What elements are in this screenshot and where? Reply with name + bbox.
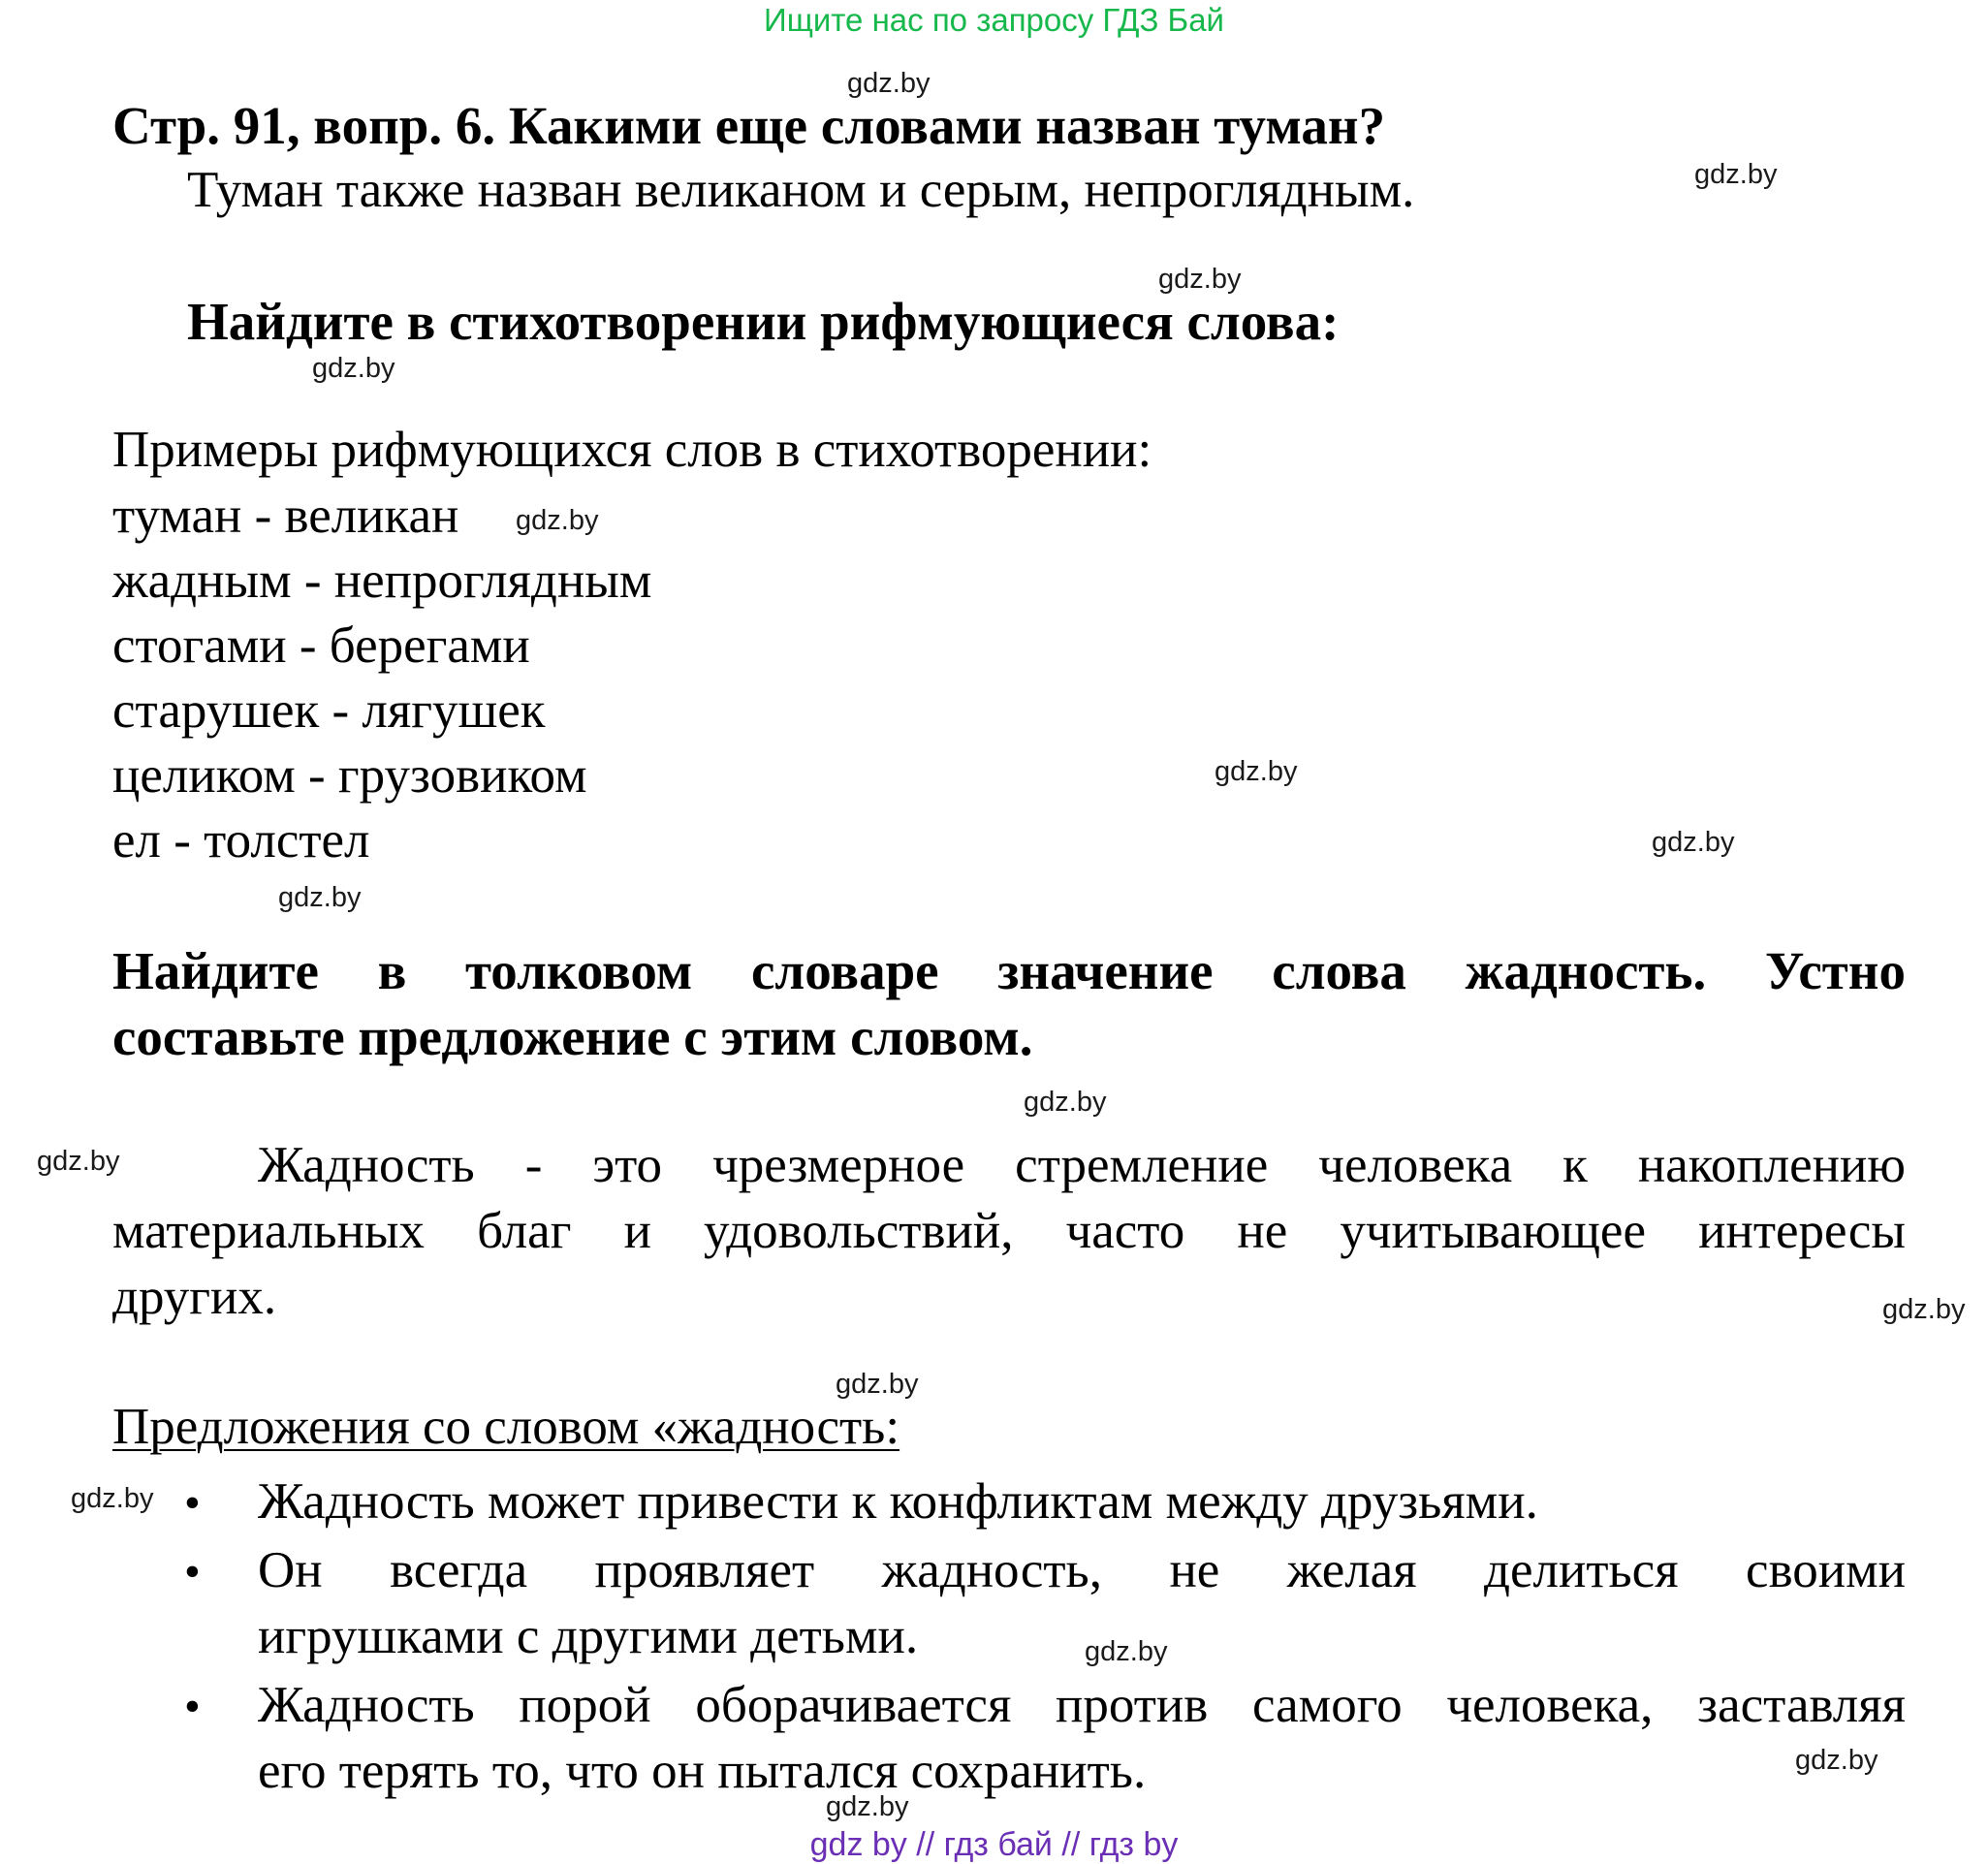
watermark: gdz.by (847, 68, 931, 99)
sentence-item-cont: игрушками с другими детьми. (258, 1608, 919, 1664)
question-title: Стр. 91, вопр. 6. Какими еще словами назван туман? (112, 96, 1386, 155)
watermark: gdz.by (37, 1146, 120, 1177)
bullet: • (184, 1477, 201, 1529)
rhyme-pair: жадным - непроглядным (112, 553, 652, 609)
sentence-item: Он всегда проявляет жадность, не желая делиться своими (258, 1542, 1906, 1598)
watermark: gdz.by (1085, 1636, 1168, 1667)
watermark: gdz.by (836, 1369, 919, 1400)
sentences-heading: Предложения со словом «жадность: (112, 1399, 900, 1455)
watermark: gdz.by (1694, 159, 1778, 190)
watermark: gdz.by (1024, 1087, 1107, 1118)
watermark: gdz.by (1652, 827, 1735, 858)
promo-banner-bottom: gdz by // гдз бай // гдз by (809, 1826, 1179, 1863)
dictionary-heading-cont: составьте предложение с этим словом. (112, 1007, 1033, 1066)
watermark: gdz.by (71, 1483, 154, 1514)
rhyme-pair: стогами - берегами (112, 617, 530, 674)
definition-line: материальных благ и удовольствий, часто не учитывающее интересы (112, 1203, 1906, 1259)
rhyme-pair: целиком - грузовиком (112, 747, 587, 804)
watermark: gdz.by (826, 1791, 909, 1822)
dictionary-heading: Найдите в толковом словаре значение слова жадность. Устно (112, 941, 1906, 1000)
watermark: gdz.by (1215, 756, 1298, 787)
rhyme-pair: ел - толстел (112, 812, 370, 869)
promo-banner-top: Ищите нас по запросу ГДЗ Бай (764, 2, 1224, 38)
bullet: • (184, 1681, 201, 1732)
rhyme-pair: туман - великан (112, 488, 459, 544)
sentence-item: Жадность порой оборачивается против самого человека, заставляя (258, 1677, 1906, 1733)
bullet: • (184, 1546, 201, 1597)
rhyme-pair: старушек - лягушек (112, 682, 546, 739)
watermark: gdz.by (1795, 1745, 1878, 1776)
sentence-item: Жадность может привести к конфликтам между друзьями. (258, 1473, 1538, 1530)
watermark: gdz.by (278, 882, 362, 913)
watermark: gdz.by (1158, 264, 1242, 295)
watermark: gdz.by (312, 353, 395, 384)
watermark: gdz.by (1882, 1294, 1966, 1325)
rhymes-heading: Найдите в стихотворении рифмующиеся слова: (187, 292, 1340, 351)
definition-line: Жадность - это чрезмерное стремление человека к накоплению (258, 1137, 1906, 1193)
question-answer: Туман также назван великаном и серым, непроглядным. (187, 162, 1415, 218)
watermark: gdz.by (516, 505, 599, 536)
rhymes-intro: Примеры рифмующихся слов в стихотворении: (112, 422, 1152, 478)
sentence-item-cont: его терять то, что он пытался сохранить. (258, 1743, 1147, 1799)
definition-line: других. (112, 1269, 277, 1325)
